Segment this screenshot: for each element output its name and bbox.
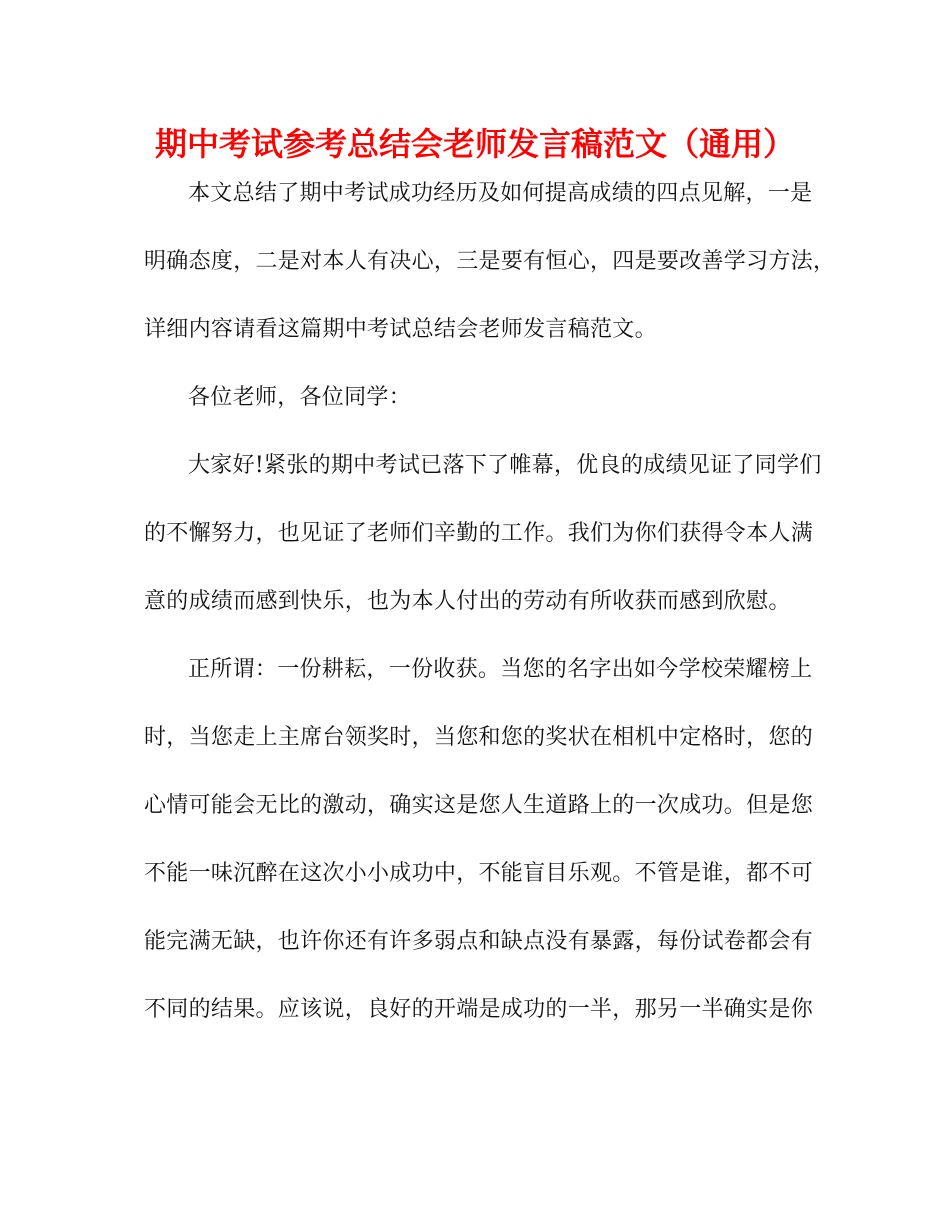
- paragraph-line: 详细内容请看这篇期中考试总结会老师发言稿范文。: [144, 317, 657, 342]
- paragraph-line: 时，当您走上主席台领奖时，当您和您的奖状在相机中定格时，您的: [144, 725, 814, 750]
- salutation-line: 各位老师，各位同学：: [188, 385, 412, 410]
- paragraph-line: 大家好!紧张的期中考试已落下了帷幕，优良的成绩见证了同学们: [188, 453, 822, 478]
- paragraph-line: 明确态度，二是对本人有决心，三是要有恒心，四是要改善学习方法，: [144, 249, 836, 274]
- paragraph-line: 能完满无缺，也许你还有许多弱点和缺点没有暴露，每份试卷都会有: [144, 929, 814, 954]
- paragraph-line: 不能一味沉醉在这次小小成功中，不能盲目乐观。不管是谁，都不可: [144, 861, 814, 886]
- paragraph-line: 本文总结了期中考试成功经历及如何提高成绩的四点见解，一是: [188, 181, 813, 206]
- paragraph-line: 正所谓：一份耕耘，一份收获。当您的名字出如今学校荣耀榜上: [188, 657, 813, 682]
- paragraph-line: 的不懈努力，也见证了老师们辛勤的工作。我们为你们获得令本人满: [144, 521, 814, 546]
- document-body: [144, 172, 836, 1056]
- paragraph-line: 心情可能会无比的激动，确实这是您人生道路上的一次成功。但是您: [144, 793, 814, 818]
- paragraph-line: 不同的结果。应该说，良好的开端是成功的一半，那另一半确实是你: [144, 997, 814, 1022]
- document-title: 期中考试参考总结会老师发言稿范文（通用）: [154, 125, 795, 163]
- paragraph-line: 意的成绩而感到快乐，也为本人付出的劳动有所收获而感到欣慰。: [144, 589, 791, 614]
